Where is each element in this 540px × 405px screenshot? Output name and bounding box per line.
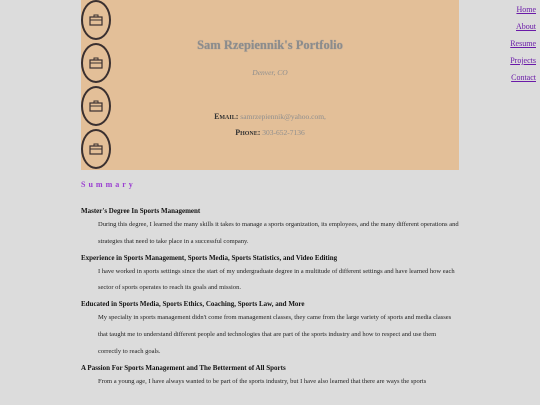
summary-heading: Summary — [81, 180, 136, 189]
summary-item-body: I have worked in sports settings since the start of my undergraduate degree in a multitude of different settings and have learned how each sector of sports operates to reach its goals and mission. — [98, 267, 455, 292]
summary-item-title: Educated in Sports Media, Sports Ethics, Coaching, Sports Law, and More — [81, 300, 305, 309]
header-banner — [81, 0, 459, 170]
phone-label: Phone: — [235, 128, 261, 137]
summary-item-body: From a young age, I have always wanted to be part of the sports industry, but I have also learned that there are ways the sports — [98, 377, 427, 385]
summary-item-title: A Passion For Sports Management and The Betterment of All Sports — [81, 363, 286, 372]
nav-projects-link[interactable]: Projects — [510, 56, 536, 65]
email-line — [140, 112, 400, 121]
top-nav — [510, 5, 536, 90]
briefcase-icon — [81, 0, 111, 40]
nav-resume-link[interactable]: Resume — [510, 39, 536, 48]
nav-home-link[interactable]: Home — [516, 5, 536, 14]
briefcase-icon — [81, 43, 111, 83]
email-value[interactable]: samrzepiennik@yahoo.com, — [240, 112, 326, 121]
briefcase-icon — [81, 86, 111, 126]
phone-line — [140, 128, 400, 137]
summary-item-title: Master's Degree In Sports Management — [81, 207, 201, 215]
summary-item-body: During this degree, I learned the many skills it takes to manage a sports organization, its employees, and the many different operations and strategies that need to take place in a successful company. — [98, 221, 459, 245]
nav-about-link[interactable]: About — [516, 22, 536, 31]
summary-item-body: My specialty in sports management didn't come from management classes, they came from the large variety of sports and media classes that taught me to understand different people and technologies that are part of the sports industry and how to respect and use them correctly to reach goals. — [98, 314, 452, 355]
email-label: Email: — [214, 112, 239, 121]
summary-item-title: Experience in Sports Management, Sports Media, Sports Statistics, and Video Editing — [81, 253, 338, 262]
location-text: Denver, CO — [252, 68, 288, 77]
phone-value: 303-652-7136 — [262, 128, 305, 137]
summary-section — [81, 180, 459, 390]
page-title: Sam Rzepiennik's Portfolio — [197, 38, 343, 52]
briefcase-icon — [81, 129, 111, 169]
nav-contact-link[interactable]: Contact — [511, 73, 536, 82]
